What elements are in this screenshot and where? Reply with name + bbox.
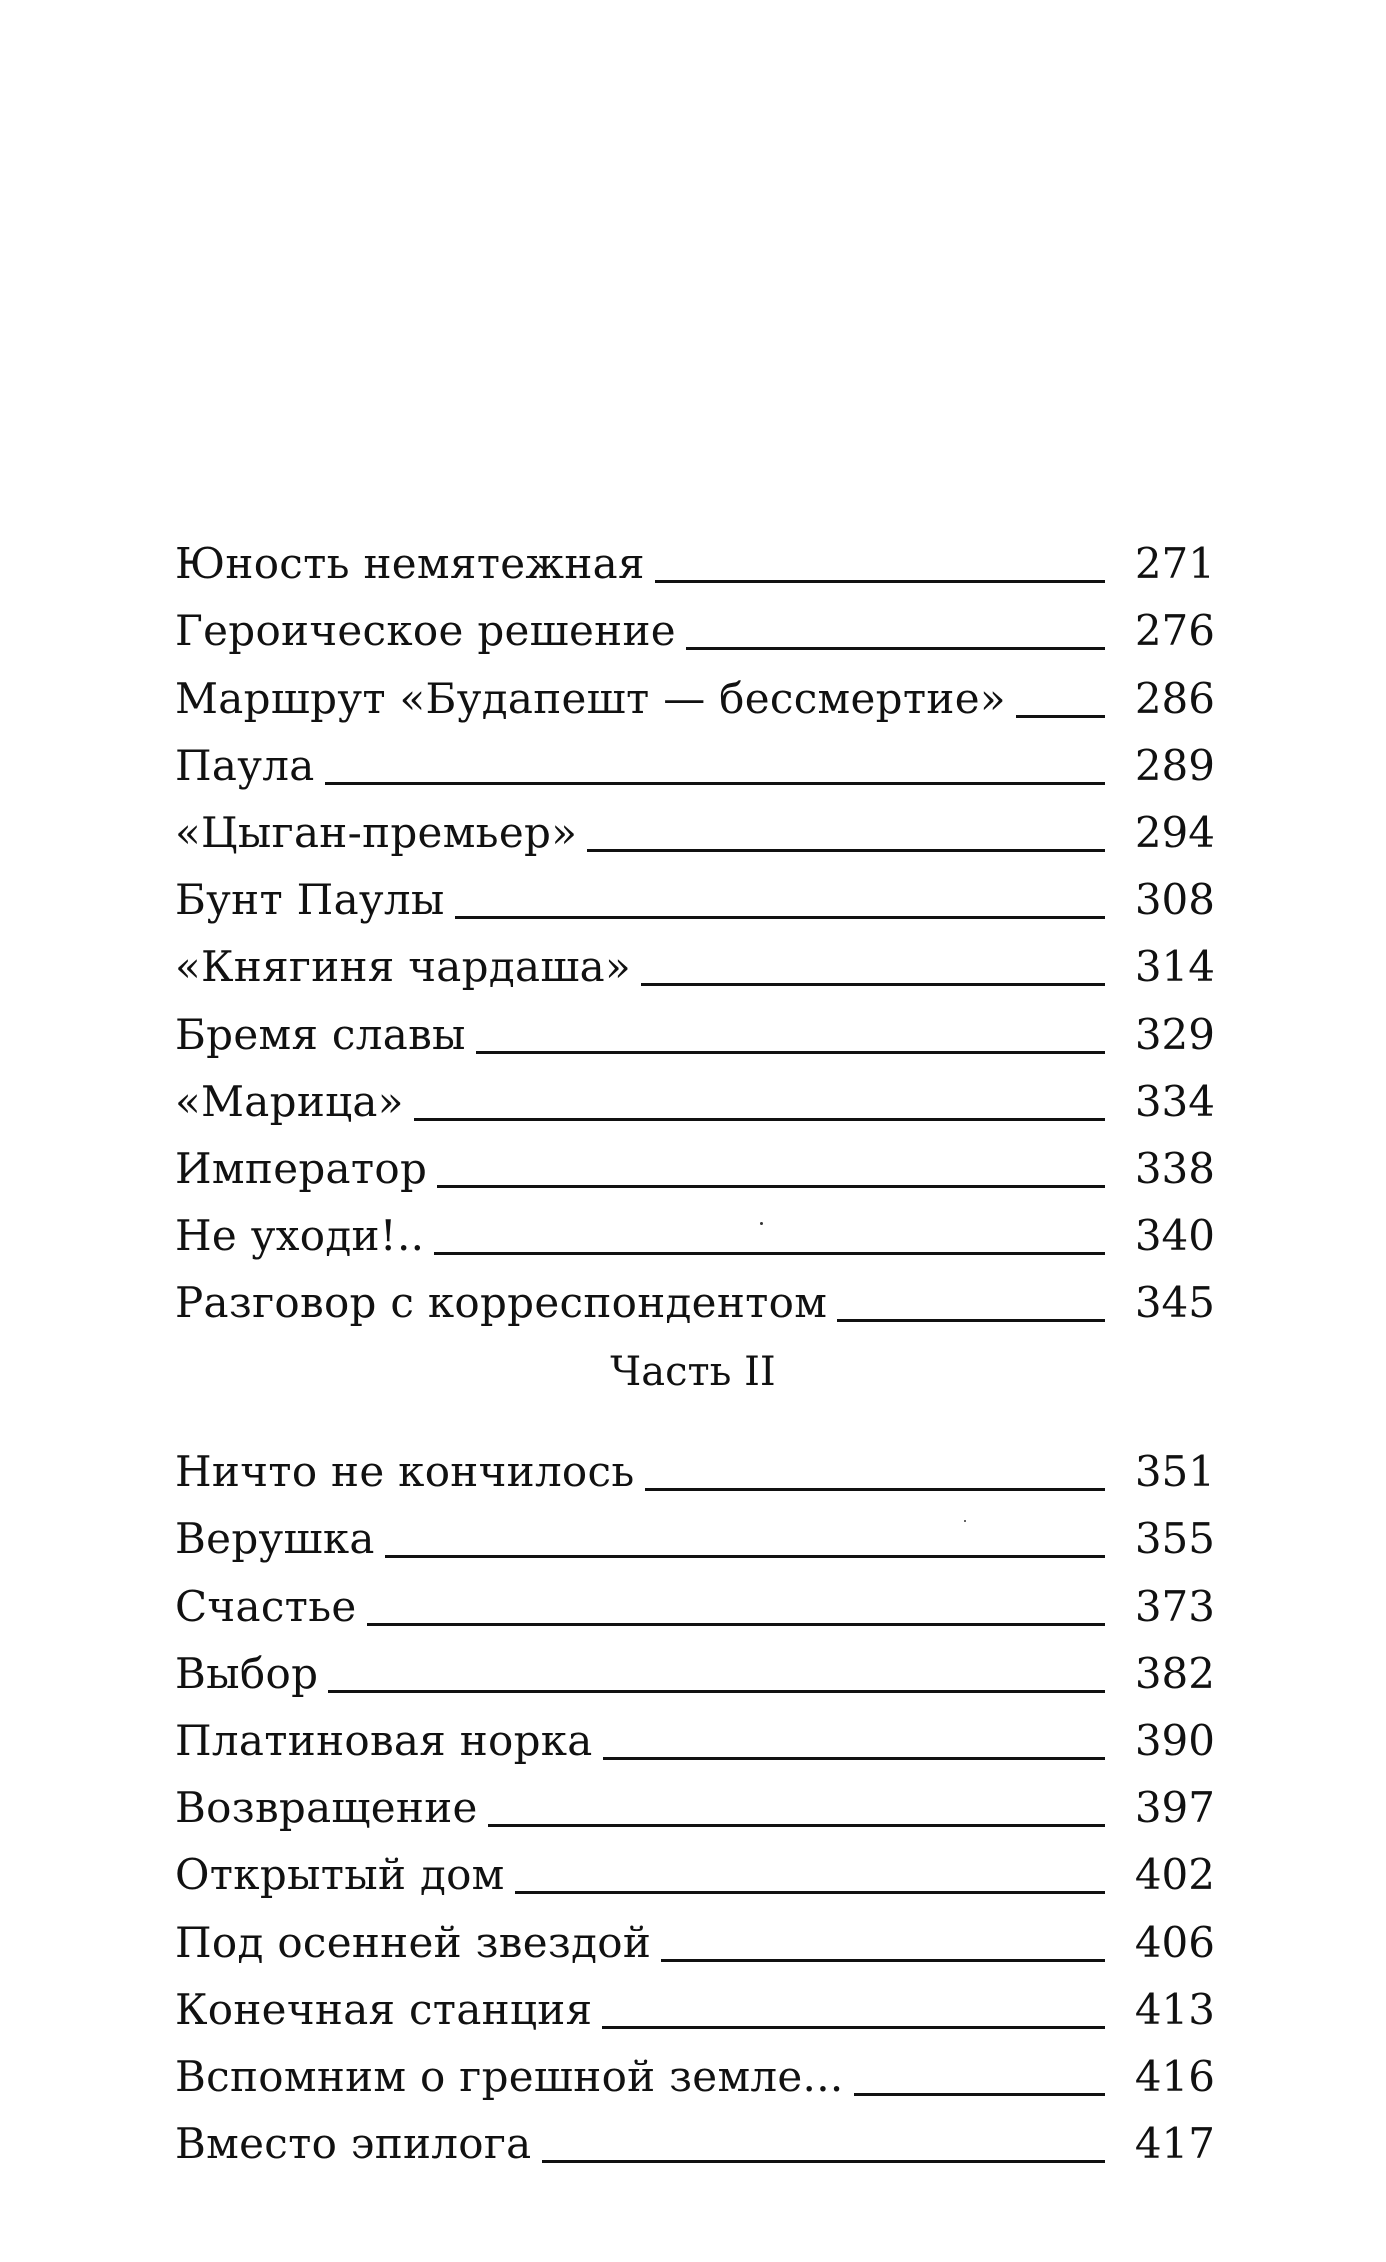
toc-part-two (175, 1434, 1215, 2173)
toc-entry (175, 1972, 1215, 2039)
toc-leader-line (455, 916, 1105, 919)
toc-entry (175, 2039, 1215, 2106)
toc-entry (175, 1198, 1215, 1265)
toc-entry (175, 1434, 1215, 1501)
toc-leader-line (367, 1623, 1105, 1626)
toc-page-number: 417 (1134, 2119, 1215, 2169)
toc-page-number: 406 (1134, 1917, 1215, 1967)
toc-entry (175, 1770, 1215, 1837)
toc-entry-title: Конечная станция (175, 1984, 593, 2034)
toc-entry-title: Открытый дом (175, 1850, 505, 1900)
toc-entry (175, 593, 1215, 660)
toc-part-one (175, 526, 1215, 1332)
toc-entry (175, 929, 1215, 996)
toc-entry (175, 996, 1215, 1063)
toc-page-number: 345 (1134, 1278, 1215, 1328)
toc-leader-line (542, 2160, 1105, 2163)
toc-page-number: 382 (1134, 1648, 1215, 1698)
print-speck (760, 1222, 763, 1225)
toc-leader-line (325, 782, 1105, 785)
toc-leader-line (587, 849, 1105, 852)
toc-entry-title: Паула (175, 740, 315, 790)
toc-page-number: 373 (1134, 1581, 1215, 1631)
toc-page-number: 397 (1134, 1783, 1215, 1833)
toc-entry (175, 1501, 1215, 1568)
part-two-heading: Часть II (610, 1349, 776, 1395)
toc-entry (175, 1636, 1215, 1703)
toc-page-number: 413 (1134, 1984, 1215, 2034)
toc-page-number: 338 (1134, 1143, 1215, 1193)
toc-entry-title: Разговор с корреспондентом (175, 1278, 828, 1328)
toc-entry (175, 1703, 1215, 1770)
toc-leader-line (437, 1185, 1105, 1188)
toc-leader-line (603, 1757, 1105, 1760)
toc-entry (175, 862, 1215, 929)
toc-leader-line (434, 1252, 1105, 1255)
toc-page-number: 289 (1134, 740, 1215, 790)
toc-page-number: 271 (1134, 539, 1215, 589)
toc-leader-line (837, 1319, 1105, 1322)
toc-leader-line (602, 2026, 1105, 2029)
toc-page-number: 286 (1134, 673, 1215, 723)
toc-leader-line (641, 983, 1105, 986)
toc-entry (175, 526, 1215, 593)
toc-leader-line (414, 1118, 1105, 1121)
toc-entry (175, 2106, 1215, 2173)
toc-entry-title: Под осенней звездой (175, 1917, 652, 1967)
toc-page-number: 340 (1134, 1211, 1215, 1261)
toc-entry-title: Вместо эпилога (175, 2119, 532, 2169)
toc-entry (175, 1568, 1215, 1635)
toc-entry (175, 1265, 1215, 1332)
toc-page-number: 329 (1134, 1009, 1215, 1059)
toc-entry-title: Возвращение (175, 1783, 478, 1833)
toc-entry-title: Маршрут «Будапешт — бессмертие» (175, 673, 1006, 723)
toc-entry-title: Платиновая норка (175, 1715, 593, 1765)
toc-page-number: 314 (1134, 942, 1215, 992)
toc-entry-title: «Княгиня чардаша» (175, 942, 632, 992)
toc-entry-title: Счастье (175, 1581, 357, 1631)
toc-entry (175, 1064, 1215, 1131)
toc-page-number: 402 (1134, 1850, 1215, 1900)
toc-leader-line (661, 1959, 1105, 1962)
toc-entry-title: Бунт Паулы (175, 875, 445, 925)
toc-leader-line (328, 1690, 1105, 1693)
toc-entry (175, 660, 1215, 727)
toc-leader-line (1016, 715, 1105, 718)
toc-leader-line (476, 1051, 1105, 1054)
toc-leader-line (385, 1555, 1105, 1558)
toc-entry-title: «Марица» (175, 1076, 404, 1126)
toc-page-number: 294 (1134, 807, 1215, 857)
toc-leader-line (645, 1488, 1105, 1491)
toc-entry (175, 1904, 1215, 1971)
toc-leader-line (655, 580, 1105, 583)
toc-page-number: 308 (1134, 875, 1215, 925)
toc-page-number: 351 (1134, 1447, 1215, 1497)
toc-entry-title: «Цыган-премьер» (175, 807, 578, 857)
toc-page-number: 355 (1134, 1514, 1215, 1564)
toc-entry-title: Выбор (175, 1648, 319, 1698)
toc-page-number: 416 (1134, 2051, 1215, 2101)
toc-entry-title: Верушка (175, 1514, 375, 1564)
toc-page-number: 390 (1134, 1715, 1215, 1765)
toc-leader-line (686, 647, 1105, 650)
toc-page-number: 276 (1134, 606, 1215, 656)
toc-leader-line (515, 1891, 1105, 1894)
toc-entry-title: Юность немятежная (175, 539, 645, 589)
toc-entry (175, 728, 1215, 795)
toc-entry-title: Не уходи!.. (175, 1211, 425, 1261)
toc-entry-title: Героическое решение (175, 606, 676, 656)
toc-entry (175, 1837, 1215, 1904)
toc-entry-title: Вспомним о грешной земле... (175, 2051, 844, 2101)
toc-entry-title: Ничто не кончилось (175, 1447, 635, 1497)
toc-leader-line (488, 1824, 1105, 1827)
toc-page-number: 334 (1134, 1076, 1215, 1126)
toc-entry (175, 1131, 1215, 1198)
toc-leader-line (854, 2093, 1105, 2096)
print-speck (964, 1520, 966, 1522)
toc-entry (175, 795, 1215, 862)
toc-entry-title: Император (175, 1143, 428, 1193)
toc-entry-title: Бремя славы (175, 1009, 466, 1059)
